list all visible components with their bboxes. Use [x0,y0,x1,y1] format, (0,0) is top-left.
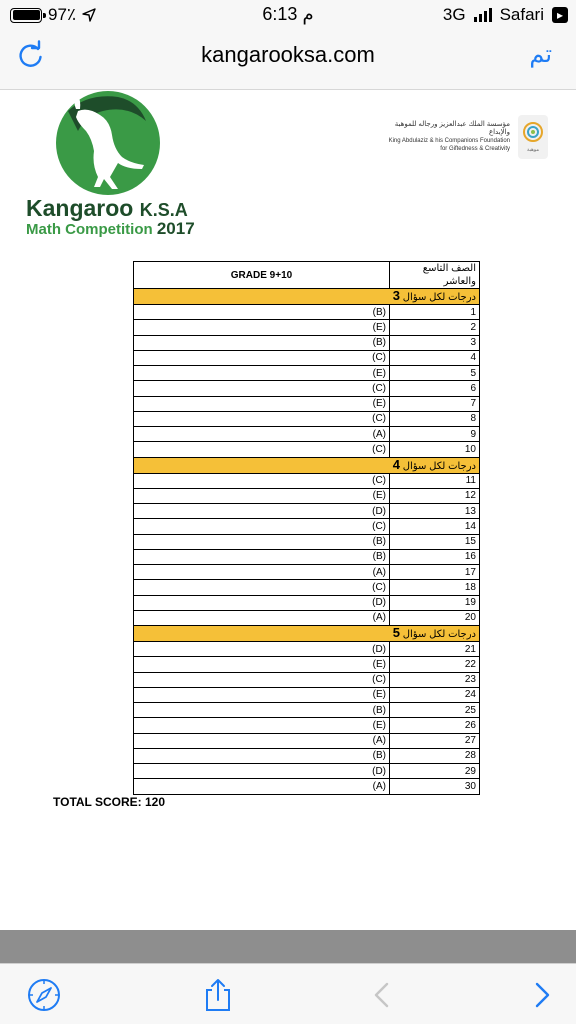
section-header-row [134,289,480,305]
sponsor-name-en: King Abdulaziz & his Companions Foundation for Giftedness & Creativity [388,138,510,152]
question-number-cell: 4 [390,350,480,365]
table-row [134,442,480,457]
question-number-cell: 8 [390,411,480,426]
forward-arrow-icon[interactable] [525,978,559,1012]
network-type: 3G [442,5,466,24]
table-row [134,519,480,534]
table-row [134,565,480,580]
question-number-cell: 14 [390,519,480,534]
table-row [134,595,480,610]
section-points: 5 [392,625,400,640]
bottom-toolbar [0,963,576,1024]
back-arrow-icon[interactable] [365,978,399,1012]
question-number-cell: 18 [390,580,480,595]
table-row [134,534,480,549]
table-row [134,779,480,794]
section-header-row [134,626,480,642]
question-number-cell: 15 [390,534,480,549]
sponsor-text [380,121,510,153]
question-number-cell: 23 [390,672,480,687]
table-row [134,335,480,350]
question-number-cell: 26 [390,718,480,733]
sponsor-name-ar: مؤسسة الملك عبدالعزيز ورجاله للموهبة والإبداع [394,121,510,136]
section-header-row [134,457,480,473]
section-label: درجات لكل سؤال [402,460,476,472]
grade-label-ar: الصف التاسع والعاشر [390,262,480,289]
status-bar [0,0,576,30]
logo-title-text: Kangaroo [26,195,134,221]
question-number-cell: 27 [390,733,480,748]
question-number-cell: 20 [390,610,480,625]
question-number-cell: 7 [390,396,480,411]
answer-cell: (E) [134,657,390,672]
question-number-cell: 11 [390,473,480,488]
answer-cell: (D) [134,642,390,657]
table-row [134,504,480,519]
grade-label: GRADE 9+10 [134,262,390,289]
answer-cell: (E) [134,488,390,503]
question-number-cell: 22 [390,657,480,672]
logo-subtitle-text: Math Competition [26,221,153,238]
section-points: 4 [392,456,400,472]
mawhiba-label: موهبة [526,147,540,153]
answer-cell: (E) [134,718,390,733]
question-number-cell: 17 [390,565,480,580]
answer-cell: (B) [134,748,390,763]
table-row [134,672,480,687]
table-header-row [134,262,480,289]
table-row [134,427,480,442]
table-row [134,366,480,381]
back-to-app-label[interactable]: Safari [499,5,544,24]
share-icon[interactable] [201,978,235,1012]
answer-cell: (D) [134,504,390,519]
question-number-cell: 28 [390,748,480,763]
signal-icon [474,8,492,22]
table-row [134,580,480,595]
table-row [134,396,480,411]
answer-cell: (C) [134,519,390,534]
answer-cell: (A) [134,427,390,442]
table-row [134,320,480,335]
question-number-cell: 9 [390,427,480,442]
battery-percent: 97٪ [48,5,77,24]
question-number-cell: 5 [390,366,480,381]
table-row [134,733,480,748]
table-row [134,350,480,365]
table-row [134,610,480,625]
status-right [443,5,568,25]
question-number-cell: 3 [390,335,480,350]
answer-cell: (A) [134,610,390,625]
question-number-cell: 30 [390,779,480,794]
answer-key-table [133,261,480,795]
question-number-cell: 12 [390,488,480,503]
table-row [134,411,480,426]
table-row [134,657,480,672]
answer-cell: (E) [134,687,390,702]
page-gap [0,930,576,963]
table-row [134,642,480,657]
table-row [134,764,480,779]
answer-cell: (B) [134,549,390,564]
answer-cell: (E) [134,366,390,381]
section-header [134,626,480,642]
question-number-cell: 29 [390,764,480,779]
answer-cell: (D) [134,764,390,779]
table-row [134,381,480,396]
answer-cell: (E) [134,320,390,335]
question-number-cell: 21 [390,642,480,657]
answer-cell: (C) [134,442,390,457]
answer-cell: (C) [134,473,390,488]
answer-cell: (C) [134,411,390,426]
table-row [134,703,480,718]
question-number-cell: 24 [390,687,480,702]
question-number-cell: 13 [390,504,480,519]
back-to-app-icon[interactable]: ▸ [552,7,568,23]
question-number-cell: 16 [390,549,480,564]
table-row [134,687,480,702]
answer-cell: (A) [134,565,390,580]
answer-cell: (B) [134,305,390,320]
section-points: 3 [392,288,400,303]
answer-cell: (A) [134,733,390,748]
kangaroo-icon [48,91,168,201]
question-number-cell: 25 [390,703,480,718]
answer-cell: (E) [134,396,390,411]
table-row [134,549,480,564]
logo-title [26,195,188,222]
answer-cell: (B) [134,534,390,549]
answer-cell: (D) [134,595,390,610]
done-button[interactable]: تم [529,41,552,68]
mawhiba-icon [522,121,544,145]
total-score: TOTAL SCORE: 120 [53,795,166,809]
table-row [134,748,480,763]
sponsor-block [380,115,548,159]
table-row [134,305,480,320]
answer-cell: (C) [134,350,390,365]
section-label: درجات لكل سؤال [402,292,476,303]
answer-cell: (C) [134,381,390,396]
pdf-document [0,91,576,930]
nav-bar [0,30,576,90]
logo-ksa: K.S.A [139,200,188,220]
table-row [134,718,480,733]
question-number-cell: 6 [390,381,480,396]
question-number-cell: 1 [390,305,480,320]
answer-cell: (C) [134,580,390,595]
answer-cell: (B) [134,335,390,350]
url-title: kangarooksa.com [201,42,375,67]
answer-cell: (B) [134,703,390,718]
logo-year: 2017 [156,219,195,238]
section-label: درجات لكل سؤال [402,629,476,640]
logo-subtitle [26,219,195,239]
section-header [134,457,480,473]
question-number-cell: 19 [390,595,480,610]
question-number-cell: 10 [390,442,480,457]
compass-icon[interactable] [27,978,61,1012]
answer-cell: (A) [134,779,390,794]
mawhiba-logo [518,115,548,159]
answer-cell: (C) [134,672,390,687]
status-time: 6:13 م [262,4,314,24]
section-header [134,289,480,305]
table-row [134,488,480,503]
kangaroo-logo [12,91,195,241]
table-row [134,473,480,488]
question-number-cell: 2 [390,320,480,335]
